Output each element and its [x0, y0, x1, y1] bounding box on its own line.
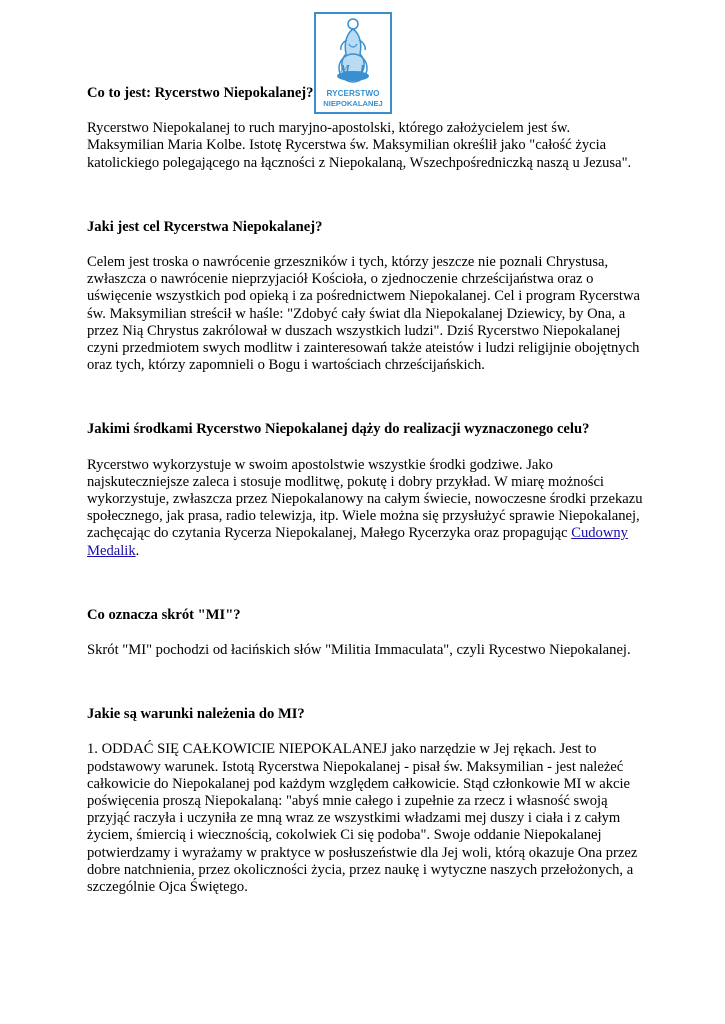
document-body: [87, 85, 647, 896]
section-paragraph: Celem jest troska o nawrócenie grzeszników i tych, którzy jeszcze nie poznali Chrystusa, zwłaszcza o nawrócenie nieprzyjaciół Kościoła, o zjednoczenie chrześcijaństwa oraz o uświęcenie wszystkich pod opieką i za pośrednictwem Niepokalanej. Cel i program Rycerstwa św. Maksymilian streścił w haśle: "Zdobyć cały świat dla Niepokalanej Dziewicy, by Ona, a przez Nią Chrystus zakrólował w duszach wszystkich ludzi". Dziś Rycerstwo Niepokalanej czyni przedmiotem swych modlitw i zainteresowań także ateistów i ludzi religijnie obojętnych oraz tych, którzy zapomnieli o Bogu i wartościach chrześcijańskich.: [87, 254, 640, 374]
section-paragraph-end: .: [135, 542, 140, 559]
section-paragraph: [87, 457, 647, 560]
section-heading: Jakie są warunki należenia do MI?: [87, 706, 305, 723]
logo-text-line1: RYCERSTWO: [326, 89, 380, 98]
logo-monogram-i: I: [360, 63, 365, 75]
section-heading: Co to jest: Rycerstwo Niepokalanej?: [87, 85, 314, 101]
section-heading: Jakimi środkami Rycerstwo Niepokalanej dąży do realizacji wyznaczonego celu?: [87, 421, 590, 438]
logo-text-line2: NIEPOKALANEJ: [323, 99, 383, 108]
section-paragraph: 1. ODDAĆ SIĘ CAŁKOWICIE NIEPOKALANEJ jako narzędzie w Jej rękach. Jest to podstawowy warunek. Istotą Rycerstwa Niepokalanej - pisał św. Maksymilian - jest należeć całkowicie do Niepokalanej pod każdym względem całkowicie. Stąd członkowie MI w akcie poświęcenia proszą Niepokalaną: "abyś mnie całego i zupełnie za rzecz i własność swoją przyjąć raczyła i uczyniła ze mną wraz ze wszystkimi władzami mej duszy i ciała i z całym życiem, śmiercią i wiecznością, cokolwiek Ci się podoba". Swoje oddanie Niepokalanej potwierdzamy i wyrażamy w praktyce w posłuszeństwie dla Jej woli, którą okazuje Ona przez dobre natchnienia, przez okoliczności życia, przez naukę i wytyczne naszych przełożonych, a szczególnie Ojca Świętego.: [87, 741, 638, 896]
section-paragraph: Rycerstwo Niepokalanej to ruch maryjno-apostolski, którego założycielem jest św. Maksymilian Maria Kolbe. Istotę Rycerstwa św. Maksymilian określił jako "całość życia katolickiego polegającego na łączności z Niepokalaną, Wszechpośredniczką naszą u Jezusa".: [87, 120, 632, 171]
section-paragraph: Skrót "MI" pochodzi od łacińskich słów "Militia Immaculata", czyli Rycestwo Niepokalanej.: [87, 642, 631, 659]
section-heading: Co oznacza skrót "MI"?: [87, 606, 241, 623]
cudowny-medalik-link[interactable]: Cudowny Medalik: [87, 525, 628, 559]
section-heading: Jaki jest cel Rycerstwa Niepokalanej?: [87, 218, 323, 235]
section-paragraph-text: Rycerstwo wykorzystuje w swoim apostolstwie wszystkie środki godziwe. Jako najskuteczniejsze zaleca i stosuje modlitwę, pokutę i dobry przykład. W miarę możności wykorzystuje, zwłaszcza przez Niepokalanowy na całym świecie, nowoczesne środki przekazu społecznego, jak prasa, radio telewizja, itp. Wiele można się przysłużyć sprawie Niepokalanej, zachęcając do czytania Rycerza Niepokalanej, Małego Rycerzyka oraz propagując: [87, 456, 643, 542]
logo-monogram-m: M: [340, 63, 350, 75]
